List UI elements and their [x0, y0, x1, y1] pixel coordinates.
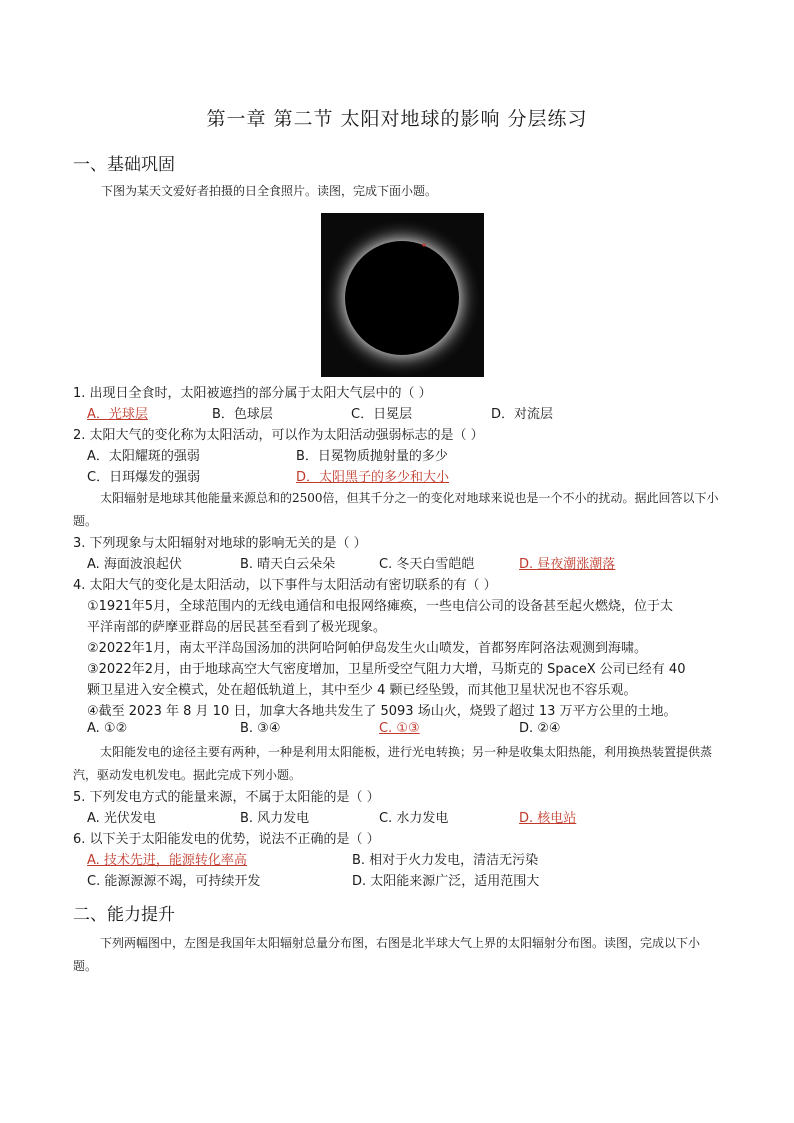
- question-3-option-c: C. 冬天白雪皑皑: [379, 557, 475, 572]
- question-4-stem: 4. 太阳大气的变化是太阳活动，以下事件与太阳活动有密切联系的有（ ）: [73, 578, 497, 593]
- intro-solar-power: 太阳能发电的途径主要有两种，一种是利用太阳能板，进行光电转换；另一种是收集太阳热能，利用换热装置提供蒸汽，驱动发电机发电。据此完成下列小题。: [73, 745, 713, 782]
- solar-eclipse-photo: [321, 213, 484, 377]
- question-4-item-1-cont: 平洋南部的萨摩亚群岛的居民甚至看到了极光现象。: [87, 620, 387, 635]
- question-1-stem: 1. 出现日全食时，太阳被遮挡的部分属于太阳大气层中的（ ）: [73, 386, 432, 401]
- question-4-item-3: ③2022年2月，由于地球高空大气密度增加，卫星所受空气阻力大增，马斯克的 SpaceX 公司已经有 40: [87, 662, 686, 677]
- question-1-option-c: C．日冕层: [351, 407, 413, 422]
- question-5-option-a: A. 光伏发电: [87, 811, 156, 826]
- question-4-option-d: D. ②④: [519, 721, 561, 736]
- question-4-item-1: ①1921年5月，全球范围内的无线电通信和电报网络瘫痪，一些电信公司的设备甚至起火燃烧，位于太: [87, 599, 674, 614]
- section-heading-advanced: 二、能力提升: [73, 905, 175, 925]
- question-2-option-a: A．太阳耀斑的强弱: [87, 449, 200, 464]
- question-3-stem: 3. 下列现象与太阳辐射对地球的影响无关的是（ ）: [73, 536, 367, 551]
- question-4-option-c: C. ①③: [379, 721, 420, 736]
- question-6-option-a: A. 技术先进，能源转化率高: [87, 853, 247, 868]
- question-5-option-c: C. 水力发电: [379, 811, 449, 826]
- question-4-item-4: ④截至 2023 年 8 月 10 日，加拿大各地共发生了 5093 场山火，烧毁了超过 13 万平方公里的土地。: [87, 704, 677, 719]
- question-6-option-b: B. 相对于火力发电，清洁无污染: [352, 853, 539, 868]
- question-4-option-b: B. ③④: [240, 721, 281, 736]
- question-3-option-a: A. 海面波浪起伏: [87, 557, 182, 572]
- question-2-option-c: C．日珥爆发的强弱: [87, 470, 201, 485]
- question-3-option-d: D. 昼夜潮涨潮落: [519, 557, 616, 572]
- question-6-option-d: D. 太阳能来源广泛，适用范围大: [352, 874, 540, 889]
- intro-radiation: 太阳辐射是地球其他能量来源总和的2500倍，但其千分之一的变化对地球来说也是一个不小的扰动。据此回答以下小题。: [73, 491, 719, 528]
- question-2-option-d: D．太阳黑子的多少和大小: [296, 470, 450, 485]
- question-6-stem: 6. 以下关于太阳能发电的优势，说法不正确的是（ ）: [73, 832, 380, 847]
- page-title: 第一章 第二节 太阳对地球的影响 分层练习: [206, 108, 588, 130]
- question-5-option-b: B. 风力发电: [240, 811, 310, 826]
- question-4-item-3-cont: 颗卫星进入安全模式，处在超低轨道上，其中至少 4 颗已经坠毁，而其他卫星状况也不容乐观。: [87, 683, 637, 698]
- question-6-option-c: C. 能源源源不竭，可持续开发: [87, 874, 261, 889]
- question-4-option-a: A. ①②: [87, 721, 128, 736]
- intro-radiation-maps: 下列两幅图中，左图是我国年太阳辐射总量分布图，右图是北半球大气上界的太阳辐射分布图。读图，完成以下小题。: [73, 936, 701, 973]
- question-1-option-d: D．对流层: [491, 407, 554, 422]
- question-2-option-b: B．日冕物质抛射量的多少: [296, 449, 448, 464]
- question-2-stem: 2. 太阳大气的变化称为太阳活动，可以作为太阳活动强弱标志的是（ ）: [73, 428, 484, 443]
- eclipse-image: [321, 213, 484, 377]
- question-1-option-b: B．色球层: [212, 407, 273, 422]
- section-heading-basic: 一、基础巩固: [73, 155, 175, 175]
- intro-eclipse: 下图为某天文爱好者拍摄的日全食照片。读图，完成下面小题。: [101, 184, 438, 198]
- question-4-item-2: ②2022年1月，南太平洋岛国汤加的洪阿哈阿帕伊岛发生火山喷发，首都努库阿洛法观测到海啸。: [87, 641, 648, 656]
- question-5-stem: 5. 下列发电方式的能量来源，不属于太阳能的是（ ）: [73, 790, 380, 805]
- question-3-option-b: B. 晴天白云朵朵: [240, 557, 336, 572]
- question-1-option-a: A．光球层: [87, 407, 148, 422]
- question-5-option-d: D. 核电站: [519, 811, 577, 826]
